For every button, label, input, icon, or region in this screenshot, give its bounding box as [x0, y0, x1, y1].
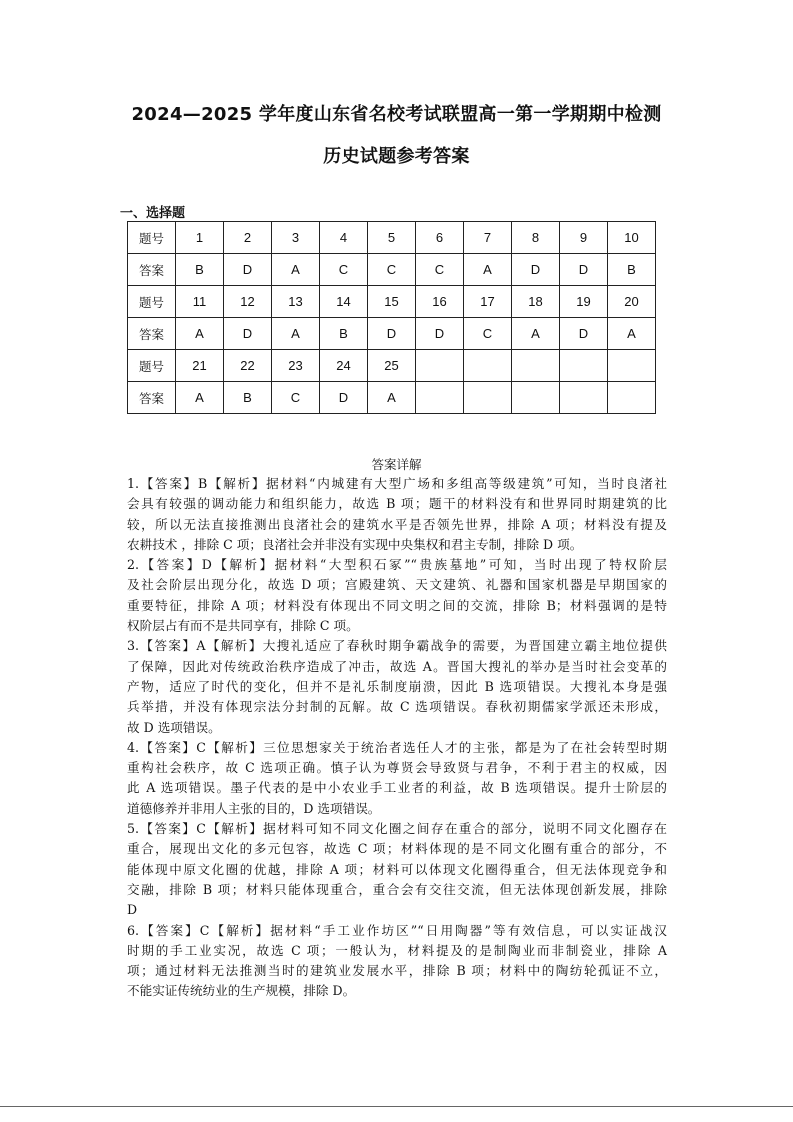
- table-cell: C: [368, 254, 416, 286]
- table-cell: 9: [560, 222, 608, 254]
- table-cell: B: [320, 318, 368, 350]
- detail-line: 及社会阶层出现分化，故选 D 项；宫殿建筑、天文建筑、礼器和国家机器是早期国家的: [127, 577, 667, 593]
- table-cell: A: [176, 382, 224, 414]
- detail-line: 交融，排除 B 项；材料只能体现重合，重合会有交往交流，但无法体现创新发展，排除: [127, 881, 667, 897]
- detail-line: 2.【答案】D【解析】据材料“大型积石冢”“贵族墓地”可知，当时出现了特权阶层: [127, 557, 667, 573]
- row-header: 答案: [128, 382, 176, 414]
- table-cell: 6: [416, 222, 464, 254]
- detail-line: 产物，适应了时代的变化，但并不是礼乐制度崩溃，因此 B 选项错误。大搜礼本身是强: [127, 678, 667, 694]
- table-cell: 12: [224, 286, 272, 318]
- table-cell: C: [464, 318, 512, 350]
- table-cell: A: [464, 254, 512, 286]
- table-row: [128, 318, 656, 350]
- table-cell: B: [608, 254, 656, 286]
- detail-item-4: [127, 738, 667, 819]
- detail-line: 道德修养并非用人主张的目的，D 选项错误。: [127, 800, 381, 816]
- detail-line: 此 A 选项错误。墨子代表的是中小农业手工业者的利益，故 B 选项错误。提升士阶层的: [127, 780, 667, 796]
- table-cell: D: [320, 382, 368, 414]
- detail-line: 权阶层占有而不是共同享有，排除 C 项。: [127, 618, 359, 634]
- row-header: 答案: [128, 318, 176, 350]
- detail-line: 重构社会秩序，故 C 选项正确。慎子认为尊贤会导致贤与君争，不利于君主的权威，因: [127, 760, 667, 776]
- table-cell: D: [560, 254, 608, 286]
- detail-line: 时期的手工业实况，故选 C 项；一般认为，材料提及的是制陶业而非制瓷业，排除 A: [127, 942, 667, 958]
- table-row: [128, 222, 656, 254]
- section-heading: 一、选择题: [120, 206, 186, 221]
- table-cell: 8: [512, 222, 560, 254]
- table-cell: C: [416, 254, 464, 286]
- detail-item-1: [127, 474, 667, 555]
- table-cell: 15: [368, 286, 416, 318]
- detail-line: 4.【答案】C【解析】三位思想家关于统治者选任人才的主张，都是为了在社会转型时期: [127, 739, 667, 755]
- table-cell: 23: [272, 350, 320, 382]
- row-header: 题号: [128, 286, 176, 318]
- table-cell: C: [320, 254, 368, 286]
- detail-item-2: [127, 555, 667, 636]
- table-cell: 17: [464, 286, 512, 318]
- detail-item-3: [127, 636, 667, 737]
- table-cell: [416, 382, 464, 414]
- table-cell: [608, 382, 656, 414]
- table-cell: 22: [224, 350, 272, 382]
- detail-line: 3.【答案】A【解析】大搜礼适应了春秋时期争霸战争的需要，为晋国建立霸主地位提供: [127, 638, 667, 654]
- footer-rule: [0, 1106, 793, 1107]
- table-cell: D: [224, 318, 272, 350]
- table-cell: 18: [512, 286, 560, 318]
- table-row: [128, 382, 656, 414]
- table-cell: 5: [368, 222, 416, 254]
- table-cell: 16: [416, 286, 464, 318]
- table-cell: C: [272, 382, 320, 414]
- answer-table: [127, 221, 656, 414]
- page-title: 2024—2025 学年度山东省名校考试联盟高一第一学期期中检测: [131, 104, 662, 125]
- detail-line: 农耕技术 ，排除 C 项；良渚社会并非没有实现中央集权和君主专制，排除 D 项。: [127, 536, 583, 552]
- table-row: [128, 350, 656, 382]
- table-cell: [416, 350, 464, 382]
- detail-line: 故 D 选项错误。: [127, 719, 221, 735]
- row-header: 答案: [128, 254, 176, 286]
- detail-item-6: [127, 921, 667, 1002]
- detail-line: D: [127, 902, 138, 918]
- table-cell: 10: [608, 222, 656, 254]
- detail-line: 6.【答案】C【解析】据材料“手工业作坊区”“日用陶器”等有效信息，可以实证战汉: [127, 922, 667, 938]
- table-cell: A: [368, 382, 416, 414]
- table-cell: 4: [320, 222, 368, 254]
- table-cell: [512, 382, 560, 414]
- detail-line: 1.【答案】B【解析】据材料“内城建有大型广场和多组高等级建筑”可知，当时良渚社: [127, 476, 667, 491]
- detail-line: 项；通过材料无法推测当时的建筑业发展水平，排除 B 项；材料中的陶纺轮孤证不立，: [127, 963, 667, 979]
- detail-line: 会具有较强的调动能力和组织能力，故选 B 项；题干的材料没有和世界同时期建筑的比: [127, 496, 667, 512]
- table-row: [128, 286, 656, 318]
- table-cell: D: [416, 318, 464, 350]
- page-subtitle: 历史试题参考答案: [323, 146, 470, 167]
- answer-details: [127, 474, 667, 1002]
- table-cell: 1: [176, 222, 224, 254]
- table-cell: [512, 350, 560, 382]
- table-cell: 3: [272, 222, 320, 254]
- table-cell: A: [272, 318, 320, 350]
- table-cell: [464, 382, 512, 414]
- detail-item-5: [127, 819, 667, 920]
- table-cell: [560, 382, 608, 414]
- table-cell: 7: [464, 222, 512, 254]
- row-header: 题号: [128, 222, 176, 254]
- detail-heading: 答案详解: [371, 457, 422, 472]
- table-cell: 24: [320, 350, 368, 382]
- detail-line: 5.【答案】C【解析】据材料可知不同文化圈之间存在重合的部分，说明不同文化圈存在: [127, 821, 667, 837]
- table-cell: [464, 350, 512, 382]
- table-cell: B: [176, 254, 224, 286]
- detail-line: 兵举措，并没有体现宗法分封制的瓦解。故 C 选项错误。春秋初期儒家学派还未形成，: [127, 699, 667, 715]
- row-header: 题号: [128, 350, 176, 382]
- detail-line: 不能实证传统纺业的生产规模，排除 D。: [127, 983, 356, 999]
- table-cell: D: [224, 254, 272, 286]
- table-cell: A: [512, 318, 560, 350]
- table-cell: D: [368, 318, 416, 350]
- table-cell: D: [512, 254, 560, 286]
- detail-line: 重要特征，排除 A 项；材料没有体现出不同文明之间的交流，排除 B；材料强调的是特: [127, 597, 667, 613]
- table-cell: 13: [272, 286, 320, 318]
- detail-line: 了保障，因此对传统政治秩序造成了冲击，故选 A。晋国大搜礼的举办是当时社会变革的: [127, 658, 667, 674]
- table-cell: 11: [176, 286, 224, 318]
- table-row: [128, 254, 656, 286]
- table-cell: 25: [368, 350, 416, 382]
- table-cell: B: [224, 382, 272, 414]
- table-cell: 2: [224, 222, 272, 254]
- table-cell: [608, 350, 656, 382]
- table-cell: 14: [320, 286, 368, 318]
- table-cell: A: [176, 318, 224, 350]
- table-cell: D: [560, 318, 608, 350]
- table-cell: 20: [608, 286, 656, 318]
- table-cell: [560, 350, 608, 382]
- table-cell: 21: [176, 350, 224, 382]
- table-cell: A: [608, 318, 656, 350]
- detail-line: 重合，展现出文化的多元包容，故选 C 项；材料体现的是不同文化圈有重合的部分，不: [127, 841, 667, 857]
- table-cell: 19: [560, 286, 608, 318]
- detail-line: 能体现中原文化圈的优越，排除 A 项；材料可以体现文化圈得重合，但无法体现竞争和: [127, 861, 667, 877]
- detail-line: 较，所以无法直接推测出良渚社会的建筑水平是否领先世界，排除 A 项；材料没有提及: [127, 516, 667, 532]
- table-cell: A: [272, 254, 320, 286]
